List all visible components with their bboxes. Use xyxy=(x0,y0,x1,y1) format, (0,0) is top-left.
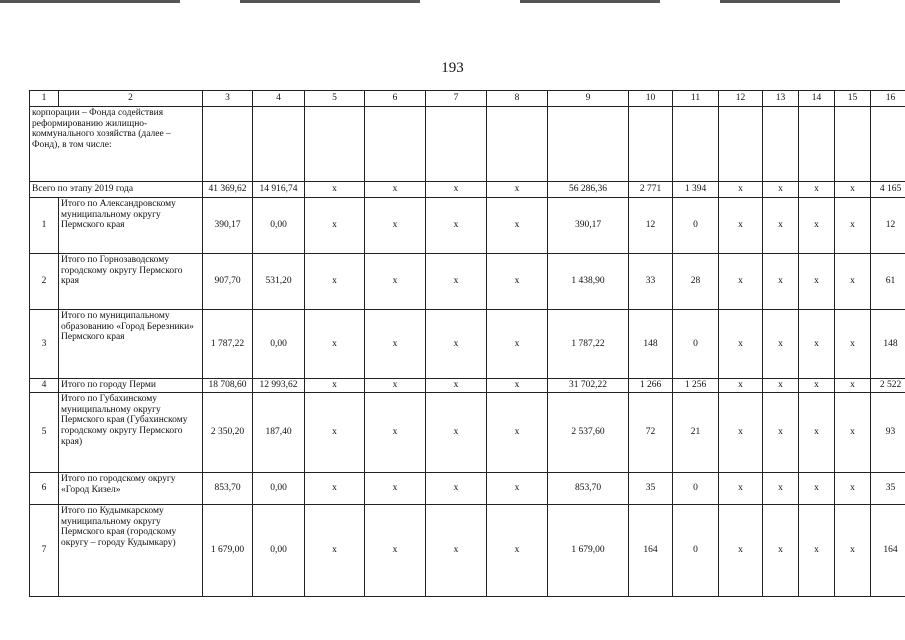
table-cell: x xyxy=(799,198,835,254)
column-number: 11 xyxy=(673,91,719,107)
table-cell: x xyxy=(487,379,548,393)
column-number: 6 xyxy=(365,91,426,107)
table-cell: x xyxy=(835,393,871,473)
table-cell: 187,40 xyxy=(253,393,305,473)
page-number: 193 xyxy=(441,60,464,76)
table-cell: x xyxy=(305,379,365,393)
row-name: Итого по муниципальному образованию «Город Березники» Пермского края xyxy=(59,310,203,379)
column-number: 9 xyxy=(548,91,629,107)
table-cell: 853,70 xyxy=(203,473,253,505)
table-cell: 531,20 xyxy=(253,254,305,310)
table-cell: 28 xyxy=(673,254,719,310)
table-cell: 2 522 xyxy=(871,379,905,393)
table-cell: 35 xyxy=(871,473,905,505)
table-cell: 1 679,00 xyxy=(203,505,253,597)
total-cell: 1 394 xyxy=(673,182,719,198)
table-cell: 0 xyxy=(673,198,719,254)
table-cell: 31 702,22 xyxy=(548,379,629,393)
total-cell: x xyxy=(426,182,487,198)
row-name: Итого по Кудымкарскому муниципальному округу Пермского края (городскому округу – городу Кудымкару) xyxy=(59,505,203,597)
table-cell: x xyxy=(763,473,799,505)
table-cell: x xyxy=(487,393,548,473)
column-number: 10 xyxy=(629,91,673,107)
table-cell: 1 266 xyxy=(629,379,673,393)
table-cell: 18 708,60 xyxy=(203,379,253,393)
table-cell: x xyxy=(835,379,871,393)
table-cell: 12 xyxy=(629,198,673,254)
table-cell: x xyxy=(763,505,799,597)
table-cell: x xyxy=(763,198,799,254)
column-number: 3 xyxy=(203,91,253,107)
row-number: 6 xyxy=(30,473,59,505)
total-cell: 4 165 xyxy=(871,182,905,198)
table-cell: 0,00 xyxy=(253,310,305,379)
row-name: Итого по Александровскому муниципальному округу Пермского края xyxy=(59,198,203,254)
scan-edge-line xyxy=(0,0,180,3)
column-number: 5 xyxy=(305,91,365,107)
column-number: 2 xyxy=(59,91,203,107)
table-cell: 0 xyxy=(673,505,719,597)
table-cell: 1 679,00 xyxy=(548,505,629,597)
table-cell: 93 xyxy=(871,393,905,473)
total-cell: x xyxy=(799,182,835,198)
total-cell: 41 369,62 xyxy=(203,182,253,198)
total-row xyxy=(30,182,905,198)
column-number: 8 xyxy=(487,91,548,107)
data-table xyxy=(29,90,905,597)
table-cell: x xyxy=(799,310,835,379)
table-cell: 1 787,22 xyxy=(548,310,629,379)
table-cell: 390,17 xyxy=(548,198,629,254)
row-name: Итого по городскому округу «Город Кизел» xyxy=(59,473,203,505)
table-cell: x xyxy=(487,505,548,597)
table-cell: 853,70 xyxy=(548,473,629,505)
total-cell: x xyxy=(487,182,548,198)
table-cell: x xyxy=(426,198,487,254)
table-cell: x xyxy=(763,379,799,393)
table-cell: x xyxy=(365,473,426,505)
table-cell: x xyxy=(719,310,763,379)
table-cell: 1 438,90 xyxy=(548,254,629,310)
table-cell: x xyxy=(719,505,763,597)
table-cell: 2 350,20 xyxy=(203,393,253,473)
table-cell: x xyxy=(365,310,426,379)
table-row xyxy=(30,505,905,597)
row-number: 4 xyxy=(30,379,59,393)
table-cell: x xyxy=(799,473,835,505)
column-number: 12 xyxy=(719,91,763,107)
table-cell: 33 xyxy=(629,254,673,310)
table-cell: x xyxy=(763,254,799,310)
row-name: Итого по городу Перми xyxy=(59,379,203,393)
column-number: 7 xyxy=(426,91,487,107)
table-cell: x xyxy=(799,254,835,310)
intro-text: корпорации – Фонда содействия реформированию жилищно-коммунального хозяйства (далее – Фонд), в том числе: xyxy=(30,107,203,182)
table-cell: 2 537,60 xyxy=(548,393,629,473)
table-cell: x xyxy=(365,254,426,310)
table-cell: x xyxy=(487,198,548,254)
table-cell: x xyxy=(426,254,487,310)
table-cell: 0,00 xyxy=(253,505,305,597)
total-cell: x xyxy=(305,182,365,198)
table-cell: 12 993,62 xyxy=(253,379,305,393)
table-cell: x xyxy=(799,393,835,473)
column-number: 4 xyxy=(253,91,305,107)
table-cell: 164 xyxy=(629,505,673,597)
table-cell: x xyxy=(719,393,763,473)
table-cell: x xyxy=(305,393,365,473)
table-cell: 1 787,22 xyxy=(203,310,253,379)
table-cell: x xyxy=(835,254,871,310)
scan-edge-line xyxy=(720,0,840,3)
table-cell: 164 xyxy=(871,505,905,597)
table-row xyxy=(30,393,905,473)
table-cell: 12 xyxy=(871,198,905,254)
total-cell: 56 286,36 xyxy=(548,182,629,198)
row-number: 7 xyxy=(30,505,59,597)
table-cell: 148 xyxy=(871,310,905,379)
table-cell: x xyxy=(719,254,763,310)
column-number: 14 xyxy=(799,91,835,107)
row-number: 3 xyxy=(30,310,59,379)
table-cell: x xyxy=(426,310,487,379)
table-row xyxy=(30,379,905,393)
table-cell: x xyxy=(835,505,871,597)
table-cell: 0,00 xyxy=(253,473,305,505)
total-cell: x xyxy=(835,182,871,198)
table-cell: x xyxy=(835,198,871,254)
table-cell: x xyxy=(365,379,426,393)
table-cell: x xyxy=(365,505,426,597)
row-name: Итого по Губахинскому муниципальному округу Пермского края (Губахинскому городскому округу Пермского края) xyxy=(59,393,203,473)
table-cell: x xyxy=(835,310,871,379)
table-cell: 21 xyxy=(673,393,719,473)
table-cell: 148 xyxy=(629,310,673,379)
table-cell: x xyxy=(305,198,365,254)
table-cell: 907,70 xyxy=(203,254,253,310)
total-label: Всего по этапу 2019 года xyxy=(30,182,203,198)
total-cell: x xyxy=(763,182,799,198)
table-cell: x xyxy=(763,310,799,379)
intro-row xyxy=(30,107,905,182)
scan-edge-line xyxy=(240,0,420,3)
table-cell: x xyxy=(426,505,487,597)
table-cell: x xyxy=(799,505,835,597)
table-cell: x xyxy=(365,198,426,254)
column-number: 16 xyxy=(871,91,905,107)
table-cell: x xyxy=(305,473,365,505)
row-number: 2 xyxy=(30,254,59,310)
table-cell: x xyxy=(719,379,763,393)
column-number: 15 xyxy=(835,91,871,107)
table-cell: 1 256 xyxy=(673,379,719,393)
table-cell: x xyxy=(426,379,487,393)
column-number-row xyxy=(30,91,905,107)
column-number: 13 xyxy=(763,91,799,107)
table-cell: x xyxy=(487,254,548,310)
total-cell: 2 771 xyxy=(629,182,673,198)
table-cell: 72 xyxy=(629,393,673,473)
table-cell: x xyxy=(426,393,487,473)
table-cell: 0,00 xyxy=(253,198,305,254)
table-cell: x xyxy=(487,310,548,379)
table-cell: x xyxy=(719,198,763,254)
row-name: Итого по Горнозаводскому городскому округу Пермского края xyxy=(59,254,203,310)
table-cell: x xyxy=(763,393,799,473)
table-cell: x xyxy=(305,310,365,379)
table-cell: 390,17 xyxy=(203,198,253,254)
row-number: 5 xyxy=(30,393,59,473)
table-cell: x xyxy=(365,393,426,473)
table-cell: x xyxy=(799,379,835,393)
table-cell: x xyxy=(719,473,763,505)
row-number: 1 xyxy=(30,198,59,254)
table-row xyxy=(30,198,905,254)
scan-edge-line xyxy=(520,0,660,3)
table-cell: x xyxy=(426,473,487,505)
total-cell: x xyxy=(365,182,426,198)
total-cell: 14 916,74 xyxy=(253,182,305,198)
table-cell: x xyxy=(487,473,548,505)
total-cell: x xyxy=(719,182,763,198)
table-cell: x xyxy=(305,254,365,310)
table-cell: 35 xyxy=(629,473,673,505)
table-cell: 0 xyxy=(673,473,719,505)
table-row xyxy=(30,254,905,310)
table-row xyxy=(30,310,905,379)
table-row xyxy=(30,473,905,505)
table-cell: x xyxy=(835,473,871,505)
table-cell: x xyxy=(305,505,365,597)
table-cell: 61 xyxy=(871,254,905,310)
column-number: 1 xyxy=(30,91,59,107)
table-cell: 0 xyxy=(673,310,719,379)
